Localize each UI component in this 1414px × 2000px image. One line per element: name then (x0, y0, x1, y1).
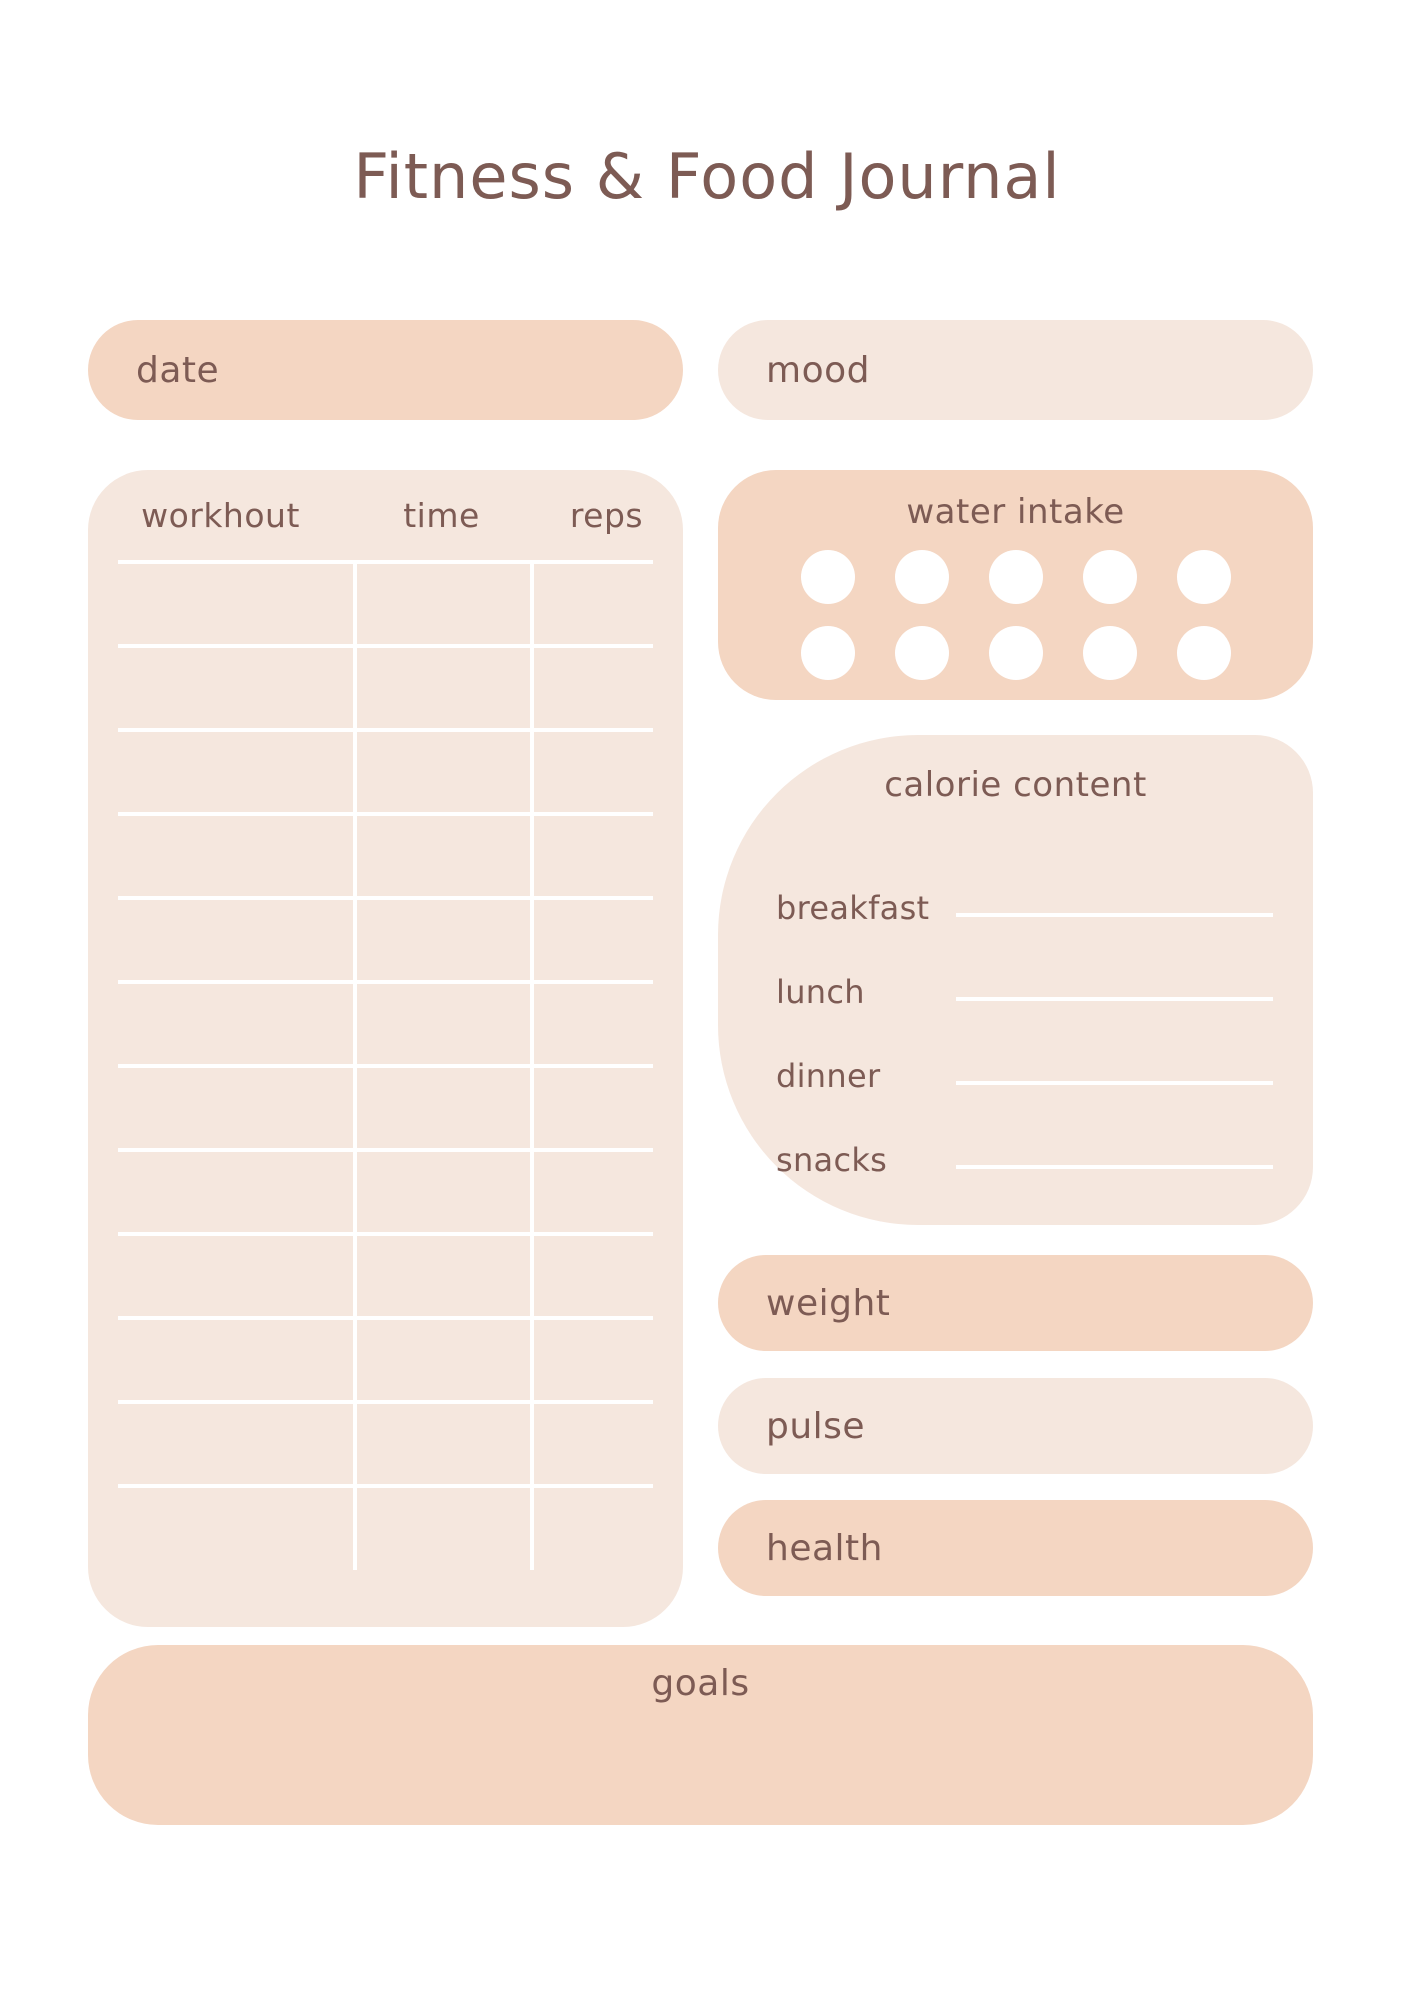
weight-field[interactable] (718, 1255, 1313, 1351)
water-glass-checkbox[interactable] (801, 626, 855, 680)
table-row-line (118, 980, 653, 984)
water-glass-checkbox[interactable] (1177, 626, 1231, 680)
water-glass-checkbox[interactable] (1177, 550, 1231, 604)
meal-row-breakfast[interactable] (776, 843, 1273, 927)
column-header-reps: reps (569, 495, 644, 535)
table-row-line (118, 1484, 653, 1488)
table-row-line (118, 644, 653, 648)
meal-input-dinner[interactable] (956, 1081, 1273, 1085)
goals-label: goals (651, 1663, 750, 1704)
health-field[interactable] (718, 1500, 1313, 1596)
meal-label-dinner: dinner (776, 1057, 881, 1095)
table-row-line (118, 728, 653, 732)
health-label: health (766, 1527, 883, 1569)
water-glass-checkbox[interactable] (989, 550, 1043, 604)
meal-label-breakfast: breakfast (776, 889, 930, 927)
goals-field[interactable] (88, 1645, 1313, 1825)
workout-table[interactable] (88, 470, 683, 1627)
table-row-line (118, 1232, 653, 1236)
table-row-line (118, 812, 653, 816)
mood-field[interactable] (718, 320, 1313, 420)
meal-row-dinner[interactable] (776, 1011, 1273, 1095)
water-glass-checkbox[interactable] (801, 550, 855, 604)
date-label: date (136, 349, 220, 391)
workout-table-body (88, 560, 683, 1620)
meal-input-lunch[interactable] (956, 997, 1273, 1001)
table-row-line (118, 560, 653, 564)
water-glass-checkbox[interactable] (1083, 626, 1137, 680)
meal-row-lunch[interactable] (776, 927, 1273, 1011)
column-header-workout: workhout (141, 495, 300, 535)
meal-label-snacks: snacks (776, 1141, 888, 1179)
page-title: Fitness & Food Journal (353, 140, 1061, 213)
meal-list (718, 843, 1313, 1179)
pulse-label: pulse (766, 1405, 866, 1447)
meal-label-lunch: lunch (776, 973, 865, 1011)
pulse-field[interactable] (718, 1378, 1313, 1474)
water-glass-checkbox[interactable] (989, 626, 1043, 680)
workout-table-header (88, 470, 683, 560)
water-intake-title: water intake (906, 492, 1125, 532)
water-intake-card (718, 470, 1313, 700)
date-field[interactable] (88, 320, 683, 420)
table-row-line (118, 1064, 653, 1068)
meal-input-snacks[interactable] (956, 1165, 1273, 1169)
column-header-time: time (403, 495, 480, 535)
table-row-line (118, 896, 653, 900)
mood-label: mood (766, 349, 870, 391)
meal-input-breakfast[interactable] (956, 913, 1273, 917)
water-glass-checkbox[interactable] (895, 626, 949, 680)
table-row-line (118, 1316, 653, 1320)
water-intake-grid (781, 550, 1251, 680)
table-row-line (118, 1148, 653, 1152)
meal-row-snacks[interactable] (776, 1095, 1273, 1179)
calorie-content-card (718, 735, 1313, 1225)
water-glass-checkbox[interactable] (895, 550, 949, 604)
weight-label: weight (766, 1282, 891, 1324)
water-glass-checkbox[interactable] (1083, 550, 1137, 604)
table-row-line (118, 1400, 653, 1404)
calorie-content-title: calorie content (884, 765, 1147, 805)
